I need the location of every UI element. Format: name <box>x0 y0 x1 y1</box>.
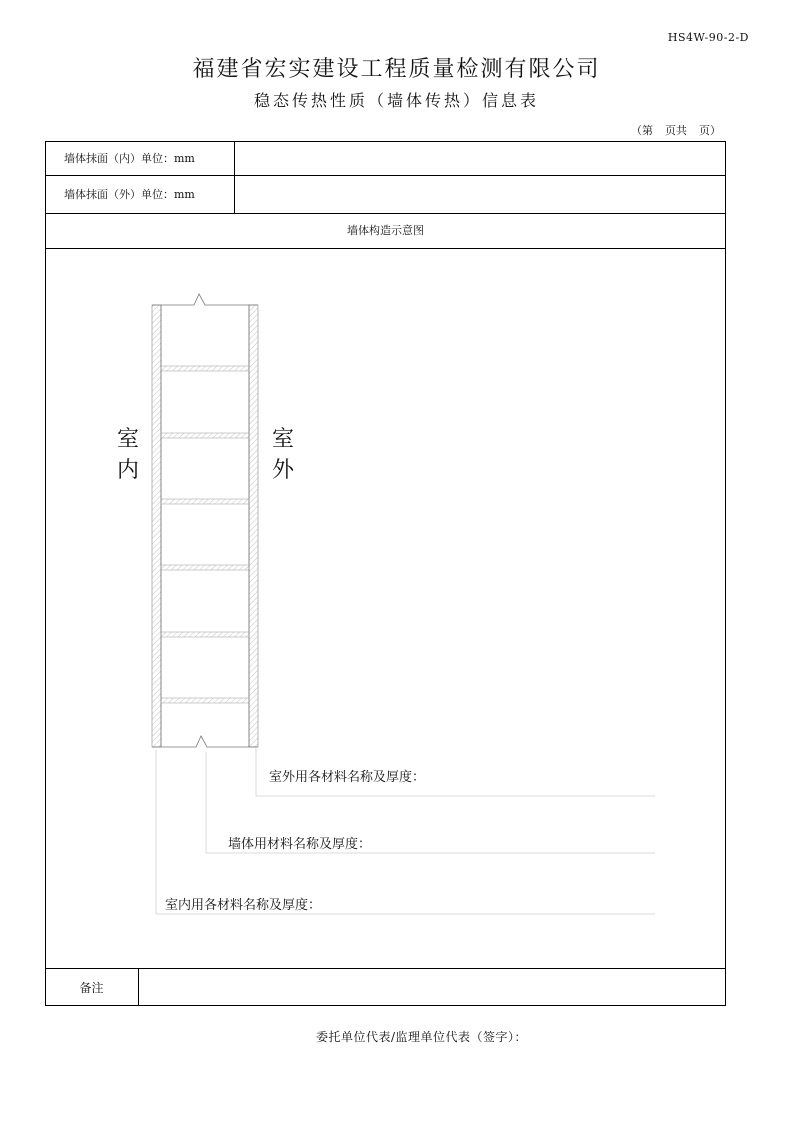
page-mid: 页共 <box>665 124 687 137</box>
wall-materials-label: 墙体用材料名称及厚度： <box>228 837 372 852</box>
bottom-break-line <box>152 736 258 747</box>
top-break-line <box>152 294 258 305</box>
indoor-char-1: 室 <box>116 427 139 452</box>
remarks-label: 备注 <box>79 981 104 995</box>
outer-plaster-layer <box>249 305 258 747</box>
page-close: 页） <box>699 124 721 137</box>
page-open: （第 <box>631 124 653 137</box>
inner-plaster-layer <box>152 305 161 747</box>
client-signature-label: 委托单位代表/监理单位代表（签字）： <box>315 1030 528 1044</box>
mortar-joints <box>161 366 249 703</box>
company-name: 福建省宏实建设工程质量检测有限公司 <box>192 57 601 82</box>
indoor-char-2: 内 <box>116 458 139 483</box>
diagram-heading: 墙体构造示意图 <box>347 224 424 237</box>
outdoor-materials-label: 室外用各材料名称及厚度： <box>269 770 426 785</box>
outdoor-char-2: 外 <box>271 458 294 483</box>
form-code: HS4W-90-2-D <box>667 31 749 44</box>
form-title: 稳态传热性质（墙体传热）信息表 <box>253 91 539 110</box>
indoor-materials-label: 室内用各材料名称及厚度： <box>165 898 322 913</box>
inner-plaster-label: 墙体抹面（内）单位：mm <box>64 152 195 165</box>
outdoor-char-1: 室 <box>271 427 294 452</box>
outer-plaster-label: 墙体抹面（外）单位：mm <box>64 188 195 201</box>
